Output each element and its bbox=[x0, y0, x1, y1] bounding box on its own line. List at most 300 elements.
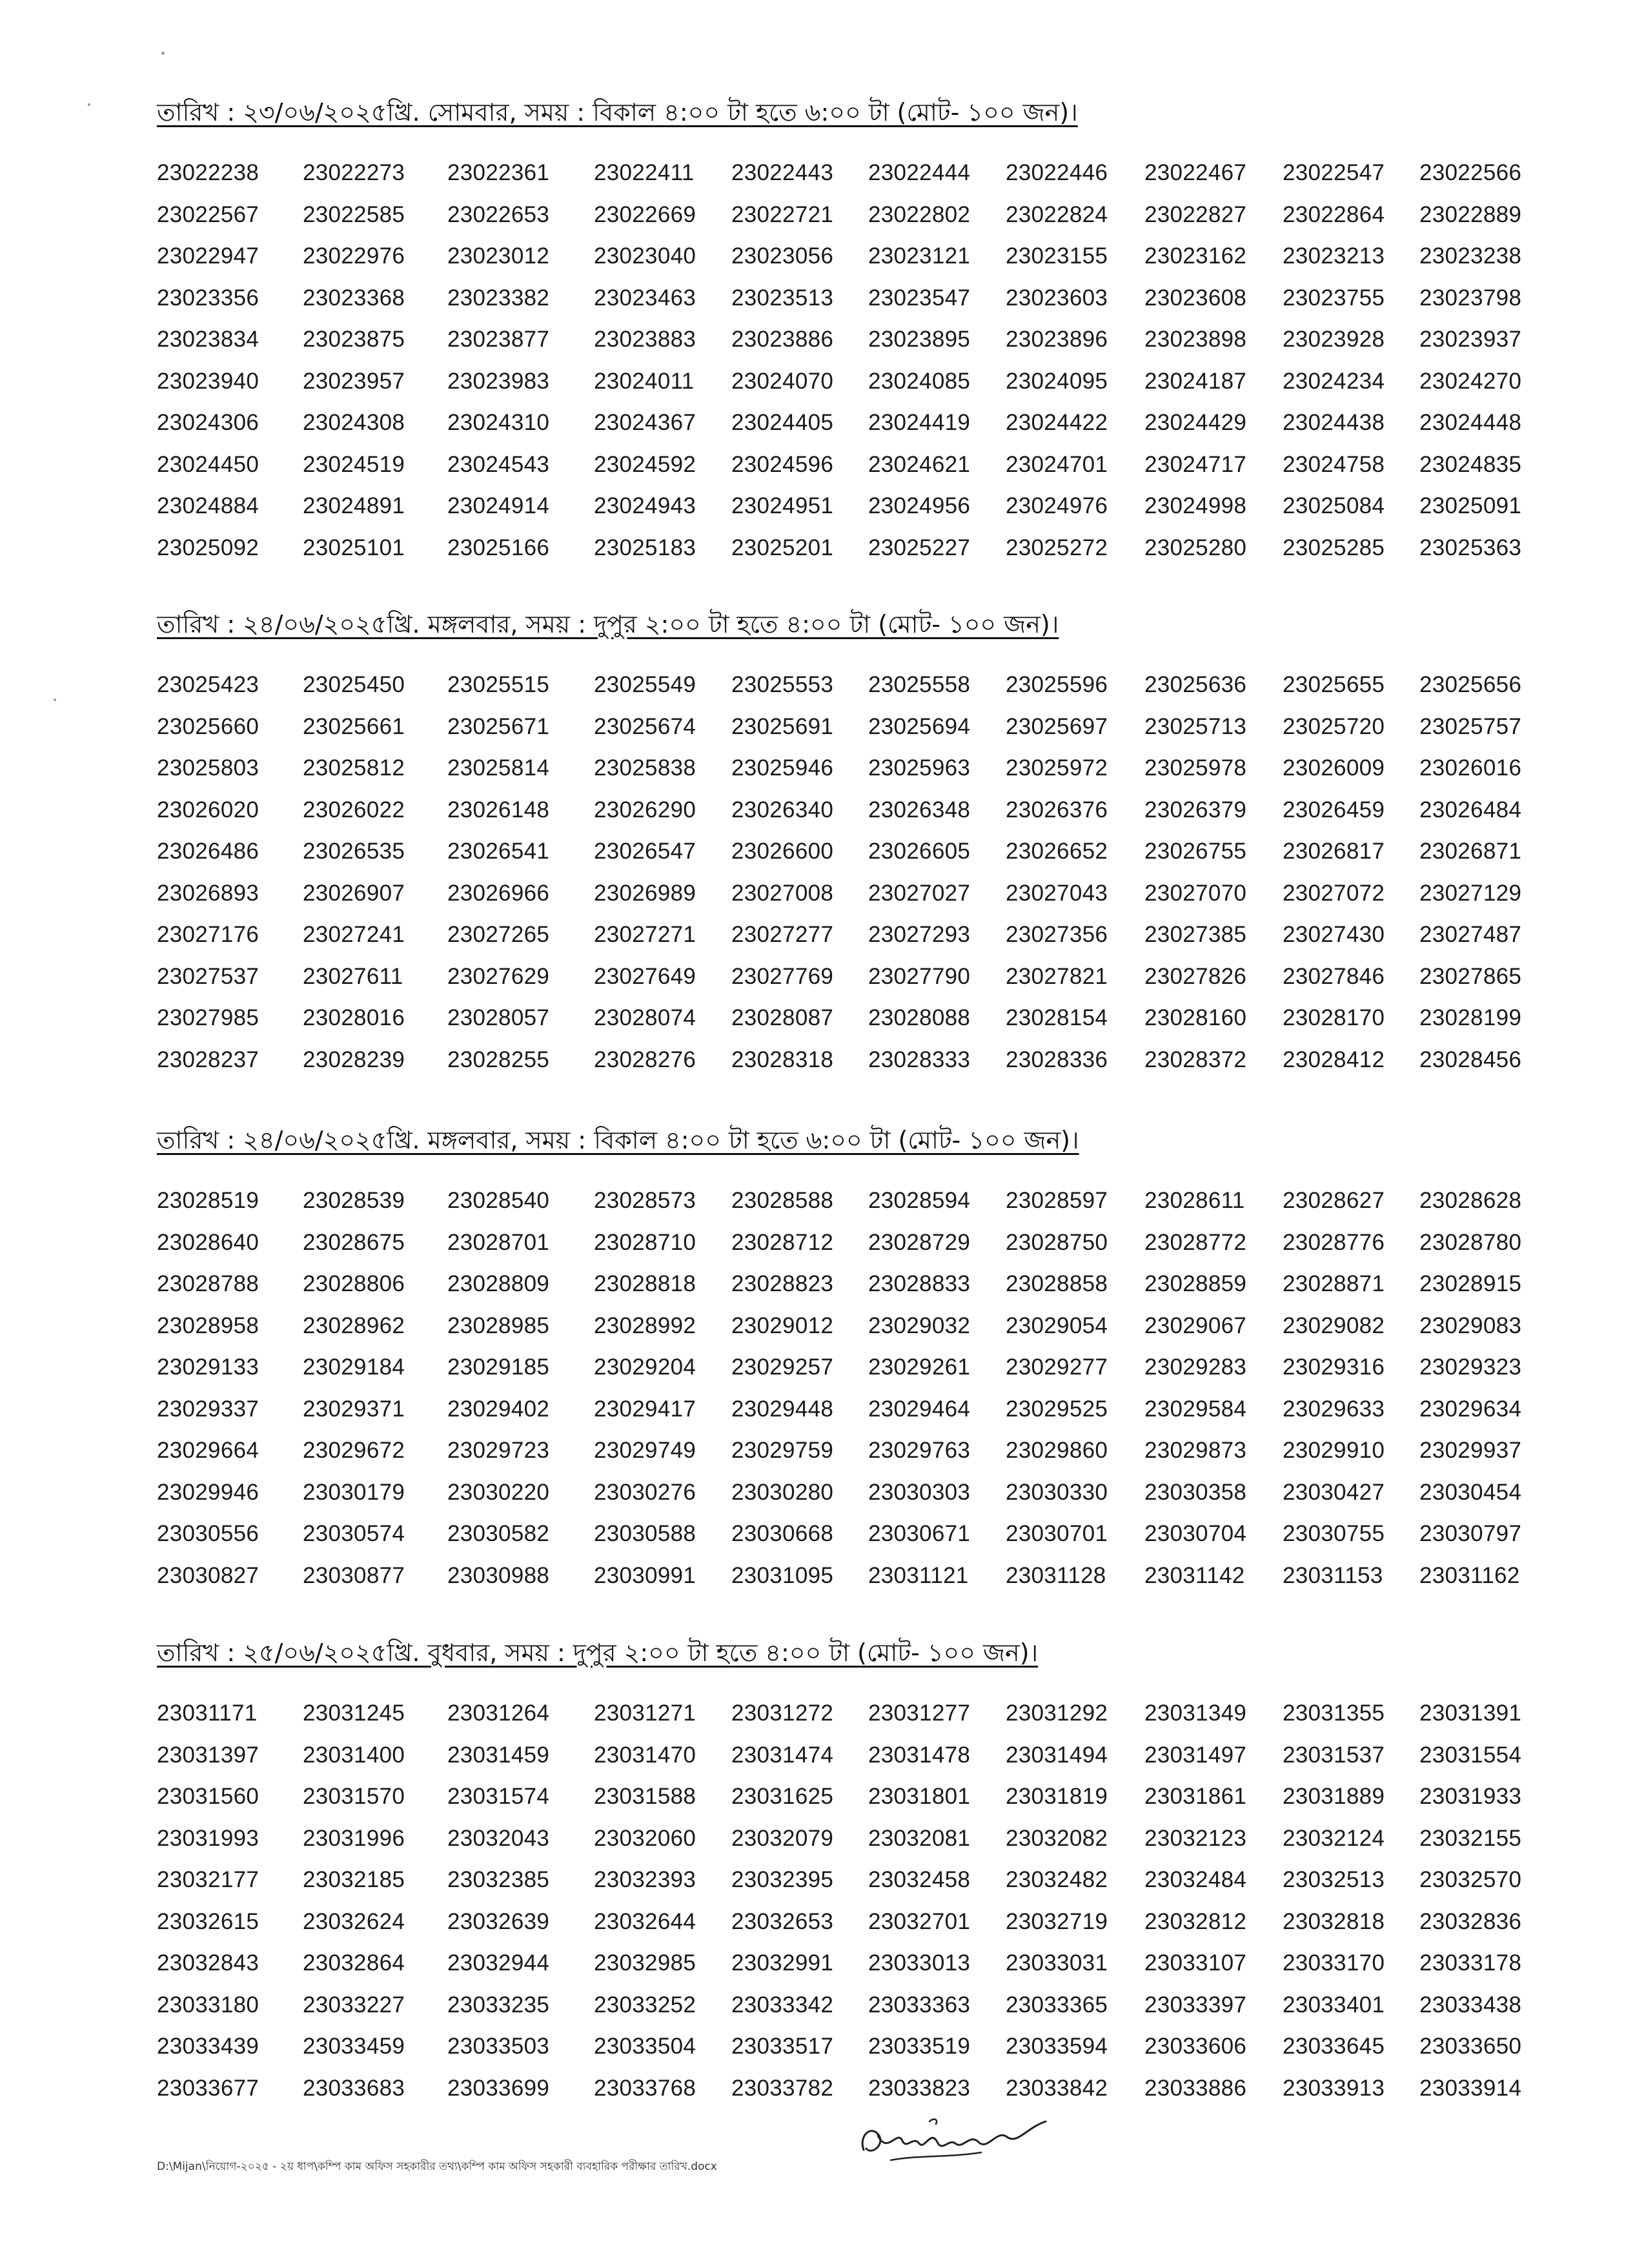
roll-number: 23025363 bbox=[1419, 535, 1522, 560]
roll-number: 23032393 bbox=[594, 1867, 696, 1892]
roll-number: 23026376 bbox=[1006, 797, 1108, 822]
roll-number: 23027241 bbox=[303, 922, 405, 947]
scan-speck bbox=[54, 699, 56, 701]
roll-number: 23023608 bbox=[1144, 285, 1247, 311]
scan-speck bbox=[88, 103, 90, 106]
roll-number: 23025084 bbox=[1283, 493, 1385, 518]
roll-number: 23031292 bbox=[1006, 1701, 1108, 1726]
roll-number: 23027487 bbox=[1419, 922, 1522, 947]
roll-number: 23030668 bbox=[731, 1521, 834, 1546]
roll-number: 23032812 bbox=[1144, 1908, 1247, 1934]
roll-number: 23027430 bbox=[1283, 922, 1385, 947]
roll-number: 23029910 bbox=[1283, 1438, 1385, 1463]
roll-number: 23029873 bbox=[1144, 1438, 1247, 1463]
roll-number: 23032395 bbox=[731, 1867, 834, 1892]
roll-number: 23031537 bbox=[1283, 1742, 1385, 1768]
roll-number: 23032060 bbox=[594, 1825, 696, 1851]
roll-number: 23028333 bbox=[868, 1047, 971, 1072]
roll-number: 23025713 bbox=[1144, 713, 1247, 739]
roll-number: 23031819 bbox=[1006, 1784, 1108, 1809]
roll-number: 23024306 bbox=[157, 410, 259, 435]
roll-number: 23022889 bbox=[1419, 201, 1522, 227]
roll-number: 23025972 bbox=[1006, 755, 1108, 781]
roll-number: 23030797 bbox=[1419, 1521, 1522, 1546]
roll-number: 23028372 bbox=[1144, 1047, 1247, 1072]
roll-number: 23023928 bbox=[1283, 327, 1385, 352]
roll-number: 23028750 bbox=[1006, 1229, 1108, 1255]
roll-number: 23031801 bbox=[868, 1784, 971, 1809]
roll-number: 23022864 bbox=[1283, 201, 1385, 227]
roll-number: 23030704 bbox=[1144, 1521, 1247, 1546]
roll-number: 23028710 bbox=[594, 1229, 696, 1255]
roll-number: 23026541 bbox=[447, 839, 550, 864]
roll-number: 23031588 bbox=[594, 1784, 696, 1809]
roll-number: 23031861 bbox=[1144, 1784, 1247, 1809]
roll-number: 23027385 bbox=[1144, 922, 1247, 947]
roll-number: 23025660 bbox=[157, 713, 259, 739]
roll-row bbox=[157, 1741, 1538, 1783]
roll-row bbox=[157, 242, 1538, 284]
roll-number: 23024438 bbox=[1283, 410, 1385, 435]
roll-number: 23031397 bbox=[157, 1742, 259, 1768]
roll-row bbox=[157, 159, 1538, 201]
roll-number: 23032944 bbox=[447, 1950, 550, 1976]
roll-number: 23024419 bbox=[868, 410, 971, 435]
roll-row bbox=[157, 754, 1538, 796]
roll-number: 23023040 bbox=[594, 243, 696, 269]
roll-number: 23025757 bbox=[1419, 713, 1522, 739]
roll-number: 23028788 bbox=[157, 1271, 259, 1296]
roll-number: 23028237 bbox=[157, 1047, 259, 1072]
roll-number: 23028823 bbox=[731, 1271, 834, 1296]
roll-number: 23027043 bbox=[1006, 880, 1108, 906]
roll-number: 23023547 bbox=[868, 285, 971, 311]
roll-number: 23024367 bbox=[594, 410, 696, 435]
roll-number: 23027265 bbox=[447, 922, 550, 947]
roll-number: 23028915 bbox=[1419, 1271, 1522, 1296]
roll-number: 23026459 bbox=[1283, 797, 1385, 822]
roll-number: 23024070 bbox=[731, 368, 834, 394]
roll-number: 23033031 bbox=[1006, 1950, 1108, 1976]
roll-number: 23024448 bbox=[1419, 410, 1522, 435]
roll-number: 23029184 bbox=[303, 1354, 405, 1380]
roll-number: 23026486 bbox=[157, 839, 259, 864]
roll-number: 23024884 bbox=[157, 493, 259, 518]
roll-number: 23027356 bbox=[1006, 922, 1108, 947]
roll-number: 23023755 bbox=[1283, 285, 1385, 311]
roll-number: 23026755 bbox=[1144, 839, 1247, 864]
roll-number: 23025803 bbox=[157, 755, 259, 781]
roll-row bbox=[157, 2074, 1538, 2116]
roll-number: 23032615 bbox=[157, 1908, 259, 1934]
roll-number: 23028958 bbox=[157, 1313, 259, 1338]
roll-number: 23032818 bbox=[1283, 1908, 1385, 1934]
roll-number: 23031355 bbox=[1283, 1701, 1385, 1726]
roll-number: 23024951 bbox=[731, 493, 834, 518]
roll-number: 23025285 bbox=[1283, 535, 1385, 560]
roll-number: 23028628 bbox=[1419, 1188, 1522, 1213]
roll-number: 23026484 bbox=[1419, 797, 1522, 822]
section-heading: তারিখ : ২৪/০৬/২০২৫খ্রি. মঙ্গলবার, সময় : দুপুর ২:০০ টা হতে ৪:০০ টা (মোট- ১০০ জন)। bbox=[157, 610, 1059, 639]
roll-number: 23022947 bbox=[157, 243, 259, 269]
roll-number: 23029937 bbox=[1419, 1438, 1522, 1463]
roll-number: 23032701 bbox=[868, 1908, 971, 1934]
roll-number: 23025450 bbox=[303, 672, 405, 697]
roll-number: 23033170 bbox=[1283, 1950, 1385, 1976]
roll-number: 23032081 bbox=[868, 1825, 971, 1851]
roll-number: 23028597 bbox=[1006, 1188, 1108, 1213]
roll-number: 23023875 bbox=[303, 327, 405, 352]
roll-number: 23031474 bbox=[731, 1742, 834, 1768]
roll-number: 23033913 bbox=[1283, 2075, 1385, 2101]
roll-row bbox=[157, 1353, 1538, 1395]
roll-number: 23024095 bbox=[1006, 368, 1108, 394]
roll-number: 23023937 bbox=[1419, 327, 1522, 352]
roll-number: 23033594 bbox=[1006, 2034, 1108, 2059]
roll-number: 23026016 bbox=[1419, 755, 1522, 781]
roll-number: 23033178 bbox=[1419, 1950, 1522, 1976]
roll-number: 23031459 bbox=[447, 1742, 550, 1768]
roll-number: 23028573 bbox=[594, 1188, 696, 1213]
roll-number: 23029723 bbox=[447, 1438, 550, 1463]
roll-number: 23022547 bbox=[1283, 160, 1385, 185]
roll-number: 23031245 bbox=[303, 1701, 405, 1726]
roll-number: 23028057 bbox=[447, 1005, 550, 1030]
roll-number: 23029204 bbox=[594, 1354, 696, 1380]
roll-number: 23024011 bbox=[594, 368, 695, 394]
roll-number: 23027826 bbox=[1144, 963, 1247, 989]
roll-row bbox=[157, 1229, 1538, 1271]
roll-number: 23022361 bbox=[447, 160, 550, 185]
roll-number: 23027008 bbox=[731, 880, 834, 906]
roll-number: 23025656 bbox=[1419, 672, 1522, 697]
roll-number: 23033683 bbox=[303, 2075, 405, 2101]
roll-number: 23027277 bbox=[731, 922, 834, 947]
roll-number: 23028776 bbox=[1283, 1229, 1385, 1255]
roll-number: 23028627 bbox=[1283, 1188, 1385, 1213]
roll-number: 23031171 bbox=[157, 1701, 258, 1726]
roll-number: 23033517 bbox=[731, 2034, 834, 2059]
roll-number: 23024085 bbox=[868, 368, 971, 394]
roll-row bbox=[157, 1783, 1538, 1824]
roll-number: 23029946 bbox=[157, 1479, 259, 1505]
roll-number: 23026817 bbox=[1283, 839, 1385, 864]
roll-number: 23028318 bbox=[731, 1047, 834, 1072]
roll-number: 23023877 bbox=[447, 327, 550, 352]
roll-number: 23033504 bbox=[594, 2034, 696, 2059]
roll-number: 23033438 bbox=[1419, 1992, 1522, 2018]
roll-row bbox=[157, 2032, 1538, 2074]
roll-number: 23030427 bbox=[1283, 1479, 1385, 1505]
roll-number: 23024976 bbox=[1006, 493, 1108, 518]
roll-number: 23028859 bbox=[1144, 1271, 1247, 1296]
roll-number: 23026290 bbox=[594, 797, 696, 822]
roll-number: 23024914 bbox=[447, 493, 550, 518]
roll-number: 23025661 bbox=[303, 713, 405, 739]
schedule-section bbox=[157, 609, 1538, 1072]
roll-number: 23029759 bbox=[731, 1438, 834, 1463]
roll-number: 23030755 bbox=[1283, 1521, 1385, 1546]
roll-number: 23032864 bbox=[303, 1950, 405, 1976]
roll-number: 23030358 bbox=[1144, 1479, 1247, 1505]
roll-number: 23028088 bbox=[868, 1005, 971, 1030]
roll-number: 23025166 bbox=[447, 535, 550, 560]
roll-number: 23026966 bbox=[447, 880, 550, 906]
roll-number: 23029032 bbox=[868, 1313, 971, 1338]
roll-number: 23026652 bbox=[1006, 839, 1108, 864]
roll-number: 23024596 bbox=[731, 451, 834, 477]
roll-number: 23033503 bbox=[447, 2034, 550, 2059]
roll-number: 23029525 bbox=[1006, 1396, 1108, 1422]
roll-number: 23031933 bbox=[1419, 1784, 1522, 1809]
roll-number: 23031277 bbox=[868, 1701, 971, 1726]
roll-number: 23030220 bbox=[447, 1479, 550, 1505]
roll-number: 23027129 bbox=[1419, 880, 1522, 906]
roll-number: 23022585 bbox=[303, 201, 405, 227]
roll-number: 23028588 bbox=[731, 1188, 834, 1213]
roll-number: 23033459 bbox=[303, 2034, 405, 2059]
roll-number: 23032082 bbox=[1006, 1825, 1108, 1851]
roll-number: 23032385 bbox=[447, 1867, 550, 1892]
roll-number: 23033914 bbox=[1419, 2075, 1522, 2101]
roll-number: 23025691 bbox=[731, 713, 834, 739]
roll-number: 23029323 bbox=[1419, 1354, 1522, 1380]
roll-number: 23030179 bbox=[303, 1479, 405, 1505]
roll-number: 23026989 bbox=[594, 880, 696, 906]
roll-number: 23026907 bbox=[303, 880, 405, 906]
roll-number: 23033645 bbox=[1283, 2034, 1385, 2059]
roll-number: 23032843 bbox=[157, 1950, 259, 1976]
roll-number: 23033013 bbox=[868, 1950, 971, 1976]
roll-number: 23024519 bbox=[303, 451, 405, 477]
roll-number: 23029464 bbox=[868, 1396, 971, 1422]
roll-number: 23022976 bbox=[303, 243, 405, 269]
roll-number: 23028871 bbox=[1283, 1271, 1385, 1296]
roll-number: 23023162 bbox=[1144, 243, 1247, 269]
roll-number: 23030877 bbox=[303, 1562, 405, 1588]
roll-number: 23033768 bbox=[594, 2075, 696, 2101]
roll-number: 23027611 bbox=[303, 963, 403, 989]
roll-number: 23028336 bbox=[1006, 1047, 1108, 1072]
roll-number: 23028540 bbox=[447, 1188, 550, 1213]
roll-row bbox=[157, 409, 1538, 451]
roll-number: 23033823 bbox=[868, 2075, 971, 2101]
roll-number: 23030827 bbox=[157, 1562, 259, 1588]
roll-number: 23032991 bbox=[731, 1950, 834, 1976]
roll-number: 23024450 bbox=[157, 451, 259, 477]
roll-number: 23032639 bbox=[447, 1908, 550, 1934]
roll-number: 23022827 bbox=[1144, 201, 1247, 227]
roll-number: 23027821 bbox=[1006, 963, 1108, 989]
roll-number: 23024308 bbox=[303, 410, 405, 435]
roll-number: 23025101 bbox=[303, 535, 405, 560]
roll-number: 23024758 bbox=[1283, 451, 1385, 477]
roll-number: 23023463 bbox=[594, 285, 696, 311]
roll-number: 23027790 bbox=[868, 963, 971, 989]
roll-number: 23031153 bbox=[1283, 1562, 1383, 1588]
roll-number: 23024422 bbox=[1006, 410, 1108, 435]
roll-number: 23028199 bbox=[1419, 1005, 1522, 1030]
roll-number: 23027629 bbox=[447, 963, 550, 989]
roll-number: 23028074 bbox=[594, 1005, 696, 1030]
roll-number: 23028640 bbox=[157, 1229, 259, 1255]
roll-number: 23025978 bbox=[1144, 755, 1247, 781]
roll-number: 23027070 bbox=[1144, 880, 1247, 906]
roll-number: 23031391 bbox=[1419, 1701, 1522, 1726]
roll-number: 23031272 bbox=[731, 1701, 834, 1726]
roll-number: 23023513 bbox=[731, 285, 834, 311]
roll-number: 23032719 bbox=[1006, 1908, 1108, 1934]
roll-number: 23025814 bbox=[447, 755, 550, 781]
roll-number: 23026020 bbox=[157, 797, 259, 822]
roll-number: 23024543 bbox=[447, 451, 550, 477]
roll-number: 23025553 bbox=[731, 672, 834, 697]
roll-number: 23033180 bbox=[157, 1992, 259, 2018]
scan-speck bbox=[161, 52, 165, 55]
roll-number: 23031142 bbox=[1144, 1562, 1245, 1588]
roll-row bbox=[157, 1270, 1538, 1312]
roll-number: 23023238 bbox=[1419, 243, 1522, 269]
roll-number: 23033397 bbox=[1144, 1992, 1247, 2018]
roll-number: 23033227 bbox=[303, 1992, 405, 2018]
roll-number: 23028594 bbox=[868, 1188, 971, 1213]
roll-number: 23032458 bbox=[868, 1867, 971, 1892]
roll-number: 23033342 bbox=[731, 1992, 834, 2018]
schedule-section bbox=[157, 1637, 1538, 2101]
roll-number: 23026535 bbox=[303, 839, 405, 864]
roll-number: 23024270 bbox=[1419, 368, 1522, 394]
roll-row bbox=[157, 837, 1538, 879]
roll-number: 23026022 bbox=[303, 797, 405, 822]
roll-number: 23024405 bbox=[731, 410, 834, 435]
roll-number: 23029633 bbox=[1283, 1396, 1385, 1422]
roll-number: 23033235 bbox=[447, 1992, 550, 2018]
roll-number: 23031993 bbox=[157, 1825, 259, 1851]
roll-number: 23023368 bbox=[303, 285, 405, 311]
roll-number: 23031121 bbox=[868, 1562, 969, 1588]
section-heading: তারিখ : ২৫/০৬/২০২৫খ্রি. বুধবার, সময় : দুপুর ২:০০ টা হতে ৪:০০ টা (মোট- ১০০ জন)। bbox=[157, 1639, 1039, 1667]
roll-number: 23024429 bbox=[1144, 410, 1247, 435]
roll-number: 23022653 bbox=[447, 201, 550, 227]
roll-number: 23030330 bbox=[1006, 1479, 1108, 1505]
roll-number: 23028806 bbox=[303, 1271, 405, 1296]
roll-number: 23033782 bbox=[731, 2075, 834, 2101]
roll-number: 23030556 bbox=[157, 1521, 259, 1546]
roll-number: 23022273 bbox=[303, 160, 405, 185]
roll-number: 23031470 bbox=[594, 1742, 696, 1768]
roll-number: 23031264 bbox=[447, 1701, 550, 1726]
roll-number: 23029054 bbox=[1006, 1313, 1108, 1338]
roll-number: 23033606 bbox=[1144, 2034, 1247, 2059]
roll-number: 23031128 bbox=[1006, 1562, 1106, 1588]
roll-number: 23028154 bbox=[1006, 1005, 1108, 1030]
roll-number: 23031574 bbox=[447, 1784, 550, 1809]
roll-number: 23022566 bbox=[1419, 160, 1522, 185]
roll-number: 23028519 bbox=[157, 1188, 259, 1213]
roll-row bbox=[157, 1187, 1538, 1229]
roll-number: 23025272 bbox=[1006, 535, 1108, 560]
roll-number: 23031996 bbox=[303, 1825, 405, 1851]
roll-number-grid bbox=[157, 1699, 1538, 2116]
roll-number: 23028276 bbox=[594, 1047, 696, 1072]
roll-row bbox=[157, 1699, 1538, 1741]
roll-number: 23023895 bbox=[868, 327, 971, 352]
schedule-section bbox=[157, 97, 1538, 560]
roll-number: 23028858 bbox=[1006, 1271, 1108, 1296]
roll-number: 23032079 bbox=[731, 1825, 834, 1851]
roll-number: 23029277 bbox=[1006, 1354, 1108, 1380]
roll-number: 23025671 bbox=[447, 713, 550, 739]
roll-number: 23024717 bbox=[1144, 451, 1247, 477]
roll-number: 23032123 bbox=[1144, 1825, 1247, 1851]
roll-number: 23023898 bbox=[1144, 327, 1247, 352]
roll-number: 23022567 bbox=[157, 201, 259, 227]
roll-number: 23022802 bbox=[868, 201, 971, 227]
roll-number: 23033107 bbox=[1144, 1950, 1247, 1976]
roll-row bbox=[157, 201, 1538, 243]
roll-number: 23022721 bbox=[731, 201, 834, 227]
roll-number: 23025280 bbox=[1144, 535, 1247, 560]
roll-number: 23032177 bbox=[157, 1867, 259, 1892]
roll-row bbox=[157, 325, 1538, 367]
roll-number: 23023155 bbox=[1006, 243, 1108, 269]
roll-number: 23032043 bbox=[447, 1825, 550, 1851]
roll-number: 23031889 bbox=[1283, 1784, 1385, 1809]
roll-number: 23024956 bbox=[868, 493, 971, 518]
roll-number: 23032482 bbox=[1006, 1867, 1108, 1892]
roll-number: 23029672 bbox=[303, 1438, 405, 1463]
roll-number: 23033886 bbox=[1144, 2075, 1247, 2101]
roll-number: 23031625 bbox=[731, 1784, 834, 1809]
roll-number: 23022238 bbox=[157, 160, 259, 185]
roll-number: 23023121 bbox=[868, 243, 971, 269]
roll-number: 23026605 bbox=[868, 839, 971, 864]
roll-number: 23028809 bbox=[447, 1271, 550, 1296]
signature bbox=[852, 2110, 1065, 2171]
roll-row bbox=[157, 1520, 1538, 1562]
roll-number: 23028818 bbox=[594, 1271, 696, 1296]
roll-number: 23031162 bbox=[1419, 1562, 1520, 1588]
roll-number: 23027537 bbox=[157, 963, 259, 989]
roll-row bbox=[157, 921, 1538, 963]
roll-number: 23027769 bbox=[731, 963, 834, 989]
roll-number: 23033677 bbox=[157, 2075, 259, 2101]
roll-number: 23028992 bbox=[594, 1313, 696, 1338]
roll-number: 23030454 bbox=[1419, 1479, 1522, 1505]
roll-number: 23028016 bbox=[303, 1005, 405, 1030]
roll-number: 23023896 bbox=[1006, 327, 1108, 352]
roll-number: 23022467 bbox=[1144, 160, 1247, 185]
roll-number: 23025694 bbox=[868, 713, 971, 739]
schedule-section bbox=[157, 1125, 1538, 1588]
roll-number: 23029283 bbox=[1144, 1354, 1247, 1380]
roll-number: 23026893 bbox=[157, 880, 259, 906]
roll-number: 23024701 bbox=[1006, 451, 1108, 477]
roll-number: 23025515 bbox=[447, 672, 550, 697]
roll-number: 23031478 bbox=[868, 1742, 971, 1768]
roll-number: 23025558 bbox=[868, 672, 971, 697]
roll-row bbox=[157, 1046, 1538, 1088]
roll-number: 23025596 bbox=[1006, 672, 1108, 697]
roll-row bbox=[157, 1395, 1538, 1437]
roll-row bbox=[157, 534, 1538, 576]
roll-number: 23025812 bbox=[303, 755, 405, 781]
roll-number: 23024187 bbox=[1144, 368, 1247, 394]
roll-number: 23027072 bbox=[1283, 880, 1385, 906]
roll-number: 23023056 bbox=[731, 243, 834, 269]
roll-number: 23028729 bbox=[868, 1229, 971, 1255]
roll-number: 23030303 bbox=[868, 1479, 971, 1505]
